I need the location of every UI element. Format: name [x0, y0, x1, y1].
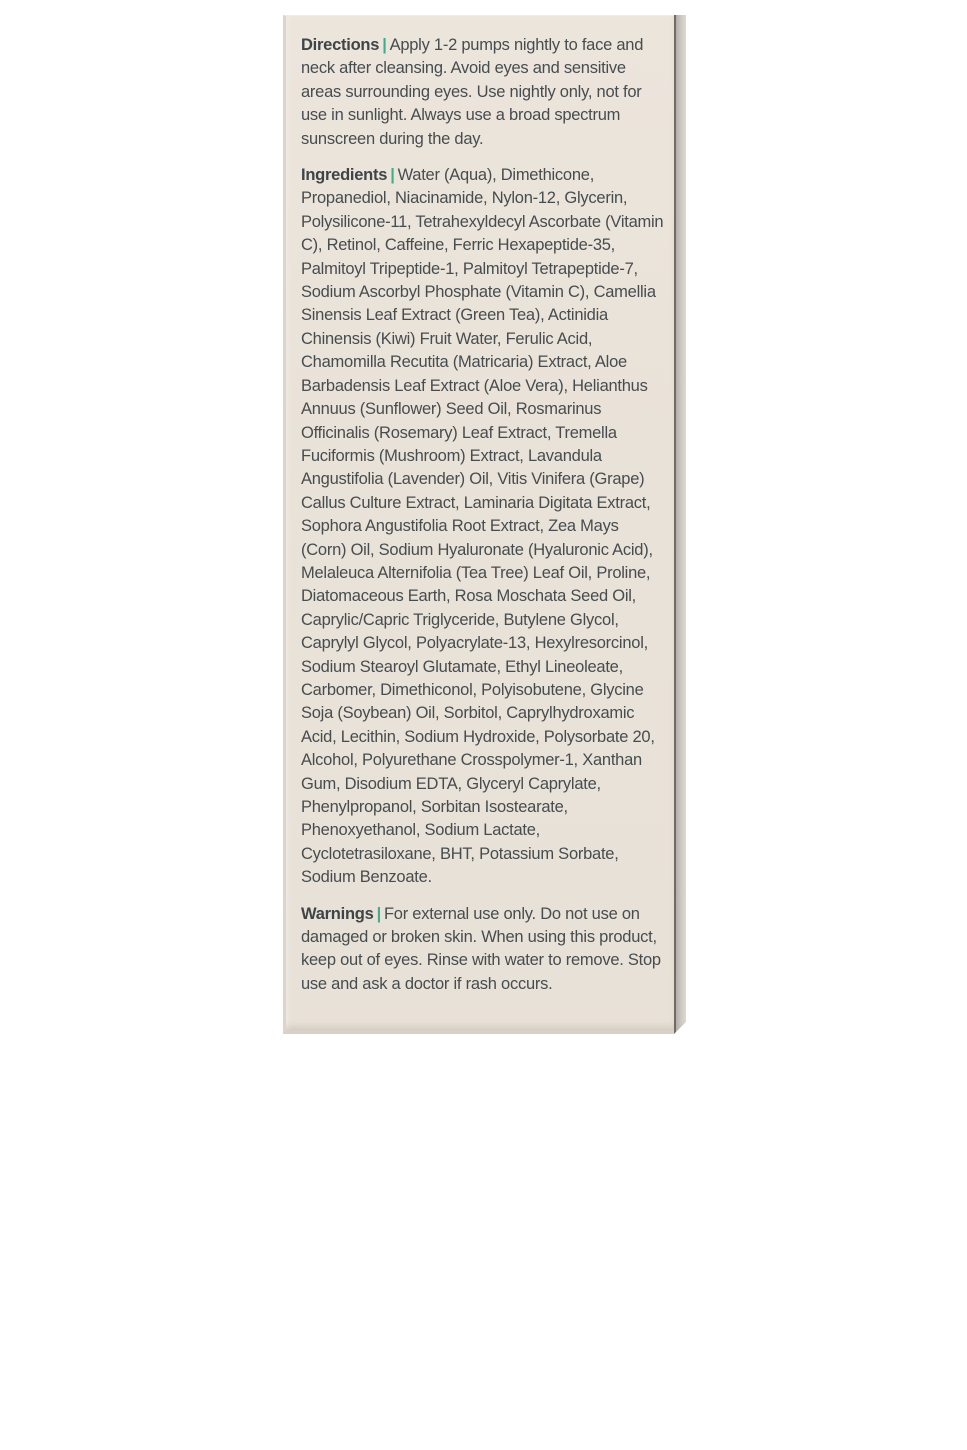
directions-section	[301, 34, 665, 151]
directions-title: Directions	[301, 36, 380, 54]
warnings-text: For external use only. Do not use on damaged or broken skin. When using this product, keep out of eyes. Rinse with water to remove. Stop use and ask a doctor if rash occurs.	[301, 904, 661, 993]
ingredients-title: Ingredients	[301, 166, 388, 185]
box-front-face	[283, 15, 674, 1034]
section-separator: |	[376, 904, 381, 923]
product-box-back-panel	[283, 15, 686, 1034]
warnings-section	[301, 903, 665, 997]
warnings-title: Warnings	[301, 904, 374, 923]
directions-text: Apply 1-2 pumps nightly to face and neck after cleansing. Avoid eyes and sensitive areas surrounding eyes. Use nightly only, not for use in sunlight. Always use a broad spectrum sunscreen during the day.	[301, 36, 644, 148]
section-separator: |	[390, 166, 395, 185]
section-separator: |	[382, 36, 387, 54]
ingredients-section	[301, 164, 665, 890]
ingredients-text: Water (Aqua), Dimethicone, Propanediol, Niacinamide, Nylon-12, Glycerin, Polysilicone-11, Tetrahexyldecyl Ascorbate (Vitamin C), Retinol, Caffeine, Ferric Hexapeptide-35, Palmitoyl Tripeptide-1, Palmitoyl Tetrapeptide-7, Sodium Ascorbyl Phosphate (Vitamin C), Camellia Sinensis Leaf Extract (Green Tea), Actinidia Chinensis (Kiwi) Fruit Water, Ferulic Acid, Chamomilla Recutita (Matricaria) Extract, Aloe Barbadensis Leaf Extract (Aloe Vera), Helianthus Annuus (Sunflower) Seed Oil, Rosmarinus Officinalis (Rosemary) Leaf Extract, Tremella Fuciformis (Mushroom) Extract, Lavandula Angustifolia (Lavender) Oil, Vitis Vinifera (Grape) Callus Culture Extract, Laminaria Digitata Extract, Sophora Angustifolia Root Extract, Zea Mays (Corn) Oil, Sodium Hyaluronate (Hyaluronic Acid), Melaleuca Alternifolia (Tea Tree) Leaf Oil, Proline, Diatomaceous Earth, Rosa Moschata Seed Oil, Caprylic/Capric Triglyceride, Butylene Glycol, Caprylyl Glycol, Polyacrylate-13, Hexylresorcinol, Sodium Stearoyl Glutamate, Ethyl Lineoleate, Carbomer, Dimethiconol, Polyisobutene, Glycine Soja (Soybean) Oil, Sorbitol, Caprylhydroxamic Acid, Lecithin, Sodium Hydroxide, Polysorbate 20, Alcohol, Polyurethane Crosspolymer-1, Xanthan Gum, Disodium EDTA, Glyceryl Caprylate, Phenylpropanol, Sorbitan Isostearate, Phenoxyethanol, Sodium Lactate, Cyclotetrasiloxane, BHT, Potassium Sorbate, Sodium Benzoate.	[301, 166, 664, 887]
box-side-edge	[674, 15, 686, 1034]
